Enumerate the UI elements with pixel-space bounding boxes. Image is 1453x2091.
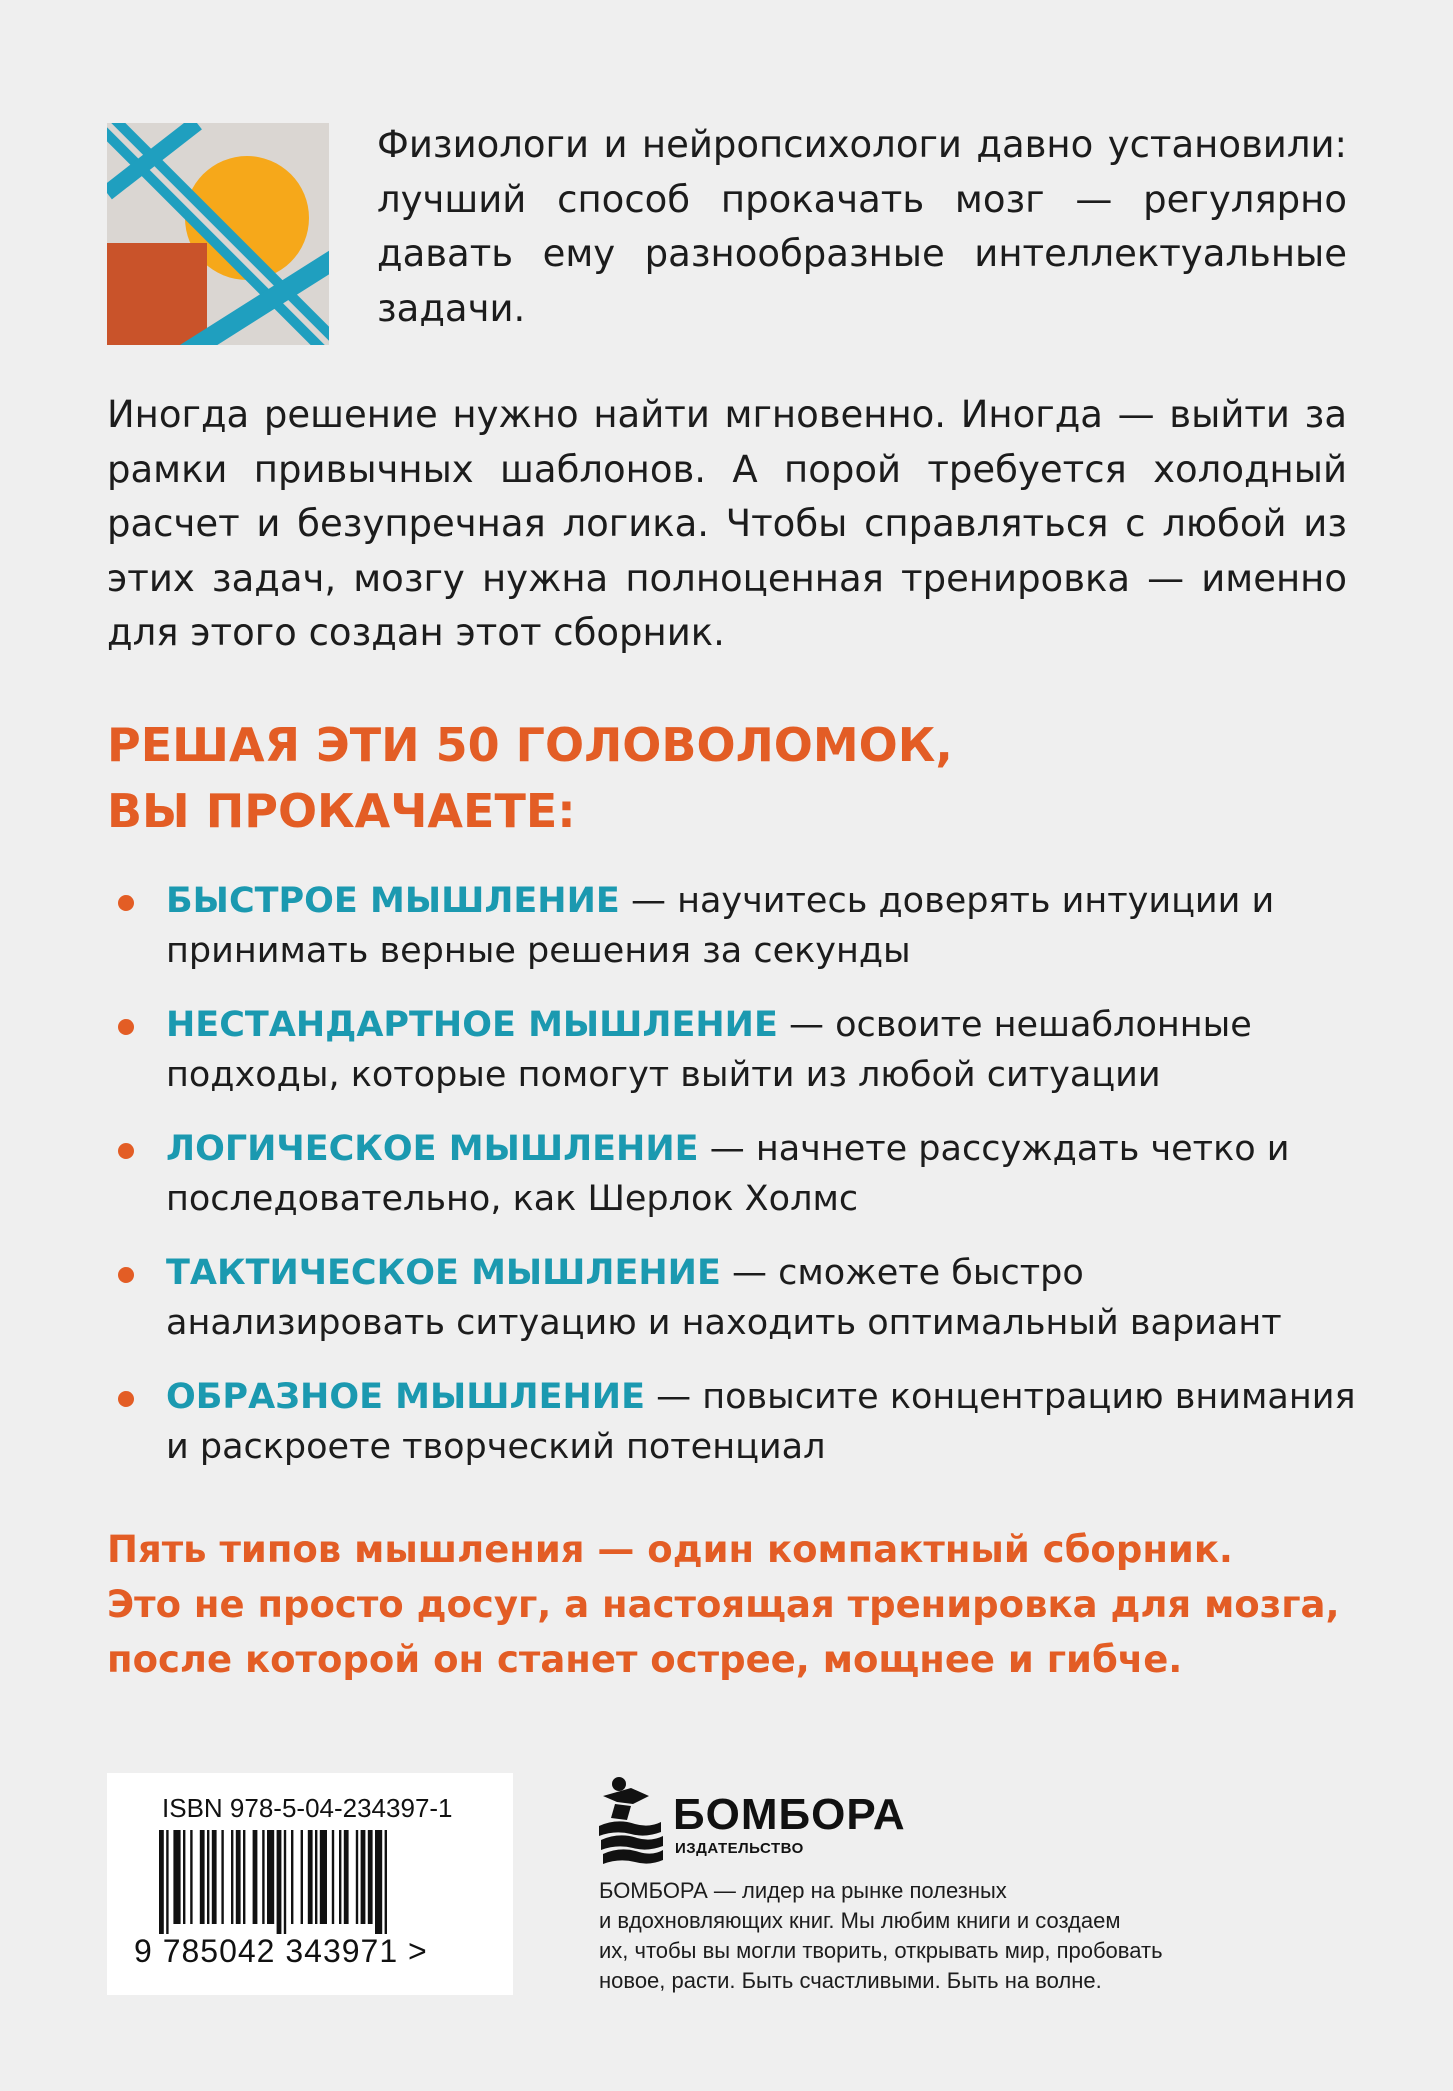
barcode-bar [207,1830,209,1924]
bullet-dot-icon [118,1143,134,1159]
barcode-bar [236,1830,241,1924]
bullet-text: — сможете быстро анализировать ситуацию и находить оптимальный вариант [166,1253,1282,1343]
barcode-bar [332,1830,334,1924]
bombora-logo-icon [597,1774,665,1866]
bullet-term: ТАКТИЧЕСКОЕ МЫШЛЕНИЕ [166,1253,721,1293]
barcode-bar [183,1830,185,1924]
barcode-bar [339,1830,341,1924]
bullet-dot-icon [118,895,134,911]
list-item [118,876,1358,976]
intro-paragraph: Физиологи и нейропсихологи давно установили: лучший способ прокачать мозг — регулярно давать ему разнообразные интеллектуальные задачи. [377,123,1347,330]
barcode-bar [253,1830,258,1924]
barcode-bar [308,1830,313,1924]
barcode-bar [320,1830,327,1924]
bullet-text: — начнете рассуждать четко и последовательно, как Шерлок Холмс [166,1129,1290,1219]
publisher-subtitle: ИЗДАТЕЛЬСТВО [675,1840,804,1857]
barcode-bar [284,1830,286,1934]
isbn-label: ISBN 978-5-04-234397-1 [162,1793,453,1823]
barcode-bar [301,1830,303,1924]
barcode-bar [212,1830,217,1924]
barcode-bar [231,1830,233,1924]
barcode-bar [368,1830,373,1924]
publisher-desc-line-3: их, чтобы вы могли творить, открывать мир, пробовать [599,1938,1163,1963]
cover-art-icon [107,123,329,345]
skills-list [118,876,1358,1496]
headline-line-1: РЕШАЯ ЭТИ 50 ГОЛОВОЛОМОК, [107,718,953,772]
barcode-digits: 9 785042 343971 > [134,1933,428,1969]
closing-line-2: Это не просто досуг, а настоящая тренировка для мозга, [107,1583,1340,1626]
bullet-term: ОБРАЗНОЕ МЫШЛЕНИЕ [166,1377,645,1417]
barcode-bar [243,1830,245,1924]
list-item [118,1372,1358,1472]
bullet-term: НЕСТАНДАРТНОЕ МЫШЛЕНИЕ [166,1005,778,1045]
bullet-term: БЫСТРОЕ МЫШЛЕНИЕ [166,881,620,921]
publisher-description [599,1876,1259,1996]
publisher-desc-line-2: и вдохновляющих книг. Мы любим книги и создаем [599,1908,1121,1933]
barcode-bar [262,1830,264,1924]
barcode-bar [291,1830,293,1924]
barcode-bar [173,1830,180,1924]
bullet-text: — освоите нешаблонные подходы, которые помогут выйти из любой ситуации [166,1005,1252,1095]
bullet-term: ЛОГИЧЕСКОЕ МЫШЛЕНИЕ [166,1129,699,1169]
bullet-dot-icon [118,1267,134,1283]
barcode-bar [277,1830,282,1934]
publisher-desc-line-1: БОМБОРА — лидер на рынке полезных [599,1878,1007,1903]
list-item [118,1124,1358,1224]
bullet-dot-icon [118,1019,134,1035]
headline [107,712,1347,844]
barcode-bar [267,1830,274,1924]
barcode-bar [315,1830,317,1924]
list-item [118,1000,1358,1100]
publisher-desc-line-4: новое, расти. Быть счастливыми. Быть на волне. [599,1968,1102,1993]
closing-line-1: Пять типов мышления — один компактный сборник. [107,1528,1233,1571]
barcode-icon [159,1830,459,1934]
barcode-bar [361,1830,366,1924]
barcode-bar [221,1830,223,1924]
bullet-text: — повысите концентрацию внимания и раскроете творческий потенциал [166,1377,1356,1467]
barcode-bar [356,1830,358,1924]
barcode-bar [200,1830,205,1924]
barcode-bar [166,1830,168,1934]
bullet-dot-icon [118,1391,134,1407]
closing-statement [107,1522,1367,1687]
barcode-bar [385,1830,387,1934]
barcode-block [107,1773,513,1995]
headline-line-2: ВЫ ПРОКАЧАЕТЕ: [107,784,576,838]
barcode-bar [344,1830,349,1924]
publisher-name: БОМБОРА [673,1790,906,1839]
list-item [118,1248,1358,1348]
barcode-bar [375,1830,382,1934]
bullet-text: — научитесь доверять интуиции и принимать верные решения за секунды [166,881,1275,971]
barcode-bar [159,1830,164,1934]
description-paragraph: Иногда решение нужно найти мгновенно. Иногда — выйти за рамки привычных шаблонов. А порой требуется холодный расчет и безупречная логика. Чтобы справляться с любой из этих задач, мозгу нужна полноценная тренировка — именно для этого создан этот сборник. [107,393,1347,654]
closing-line-3: после которой он станет острее, мощнее и гибче. [107,1638,1183,1681]
barcode-bar [190,1830,192,1924]
